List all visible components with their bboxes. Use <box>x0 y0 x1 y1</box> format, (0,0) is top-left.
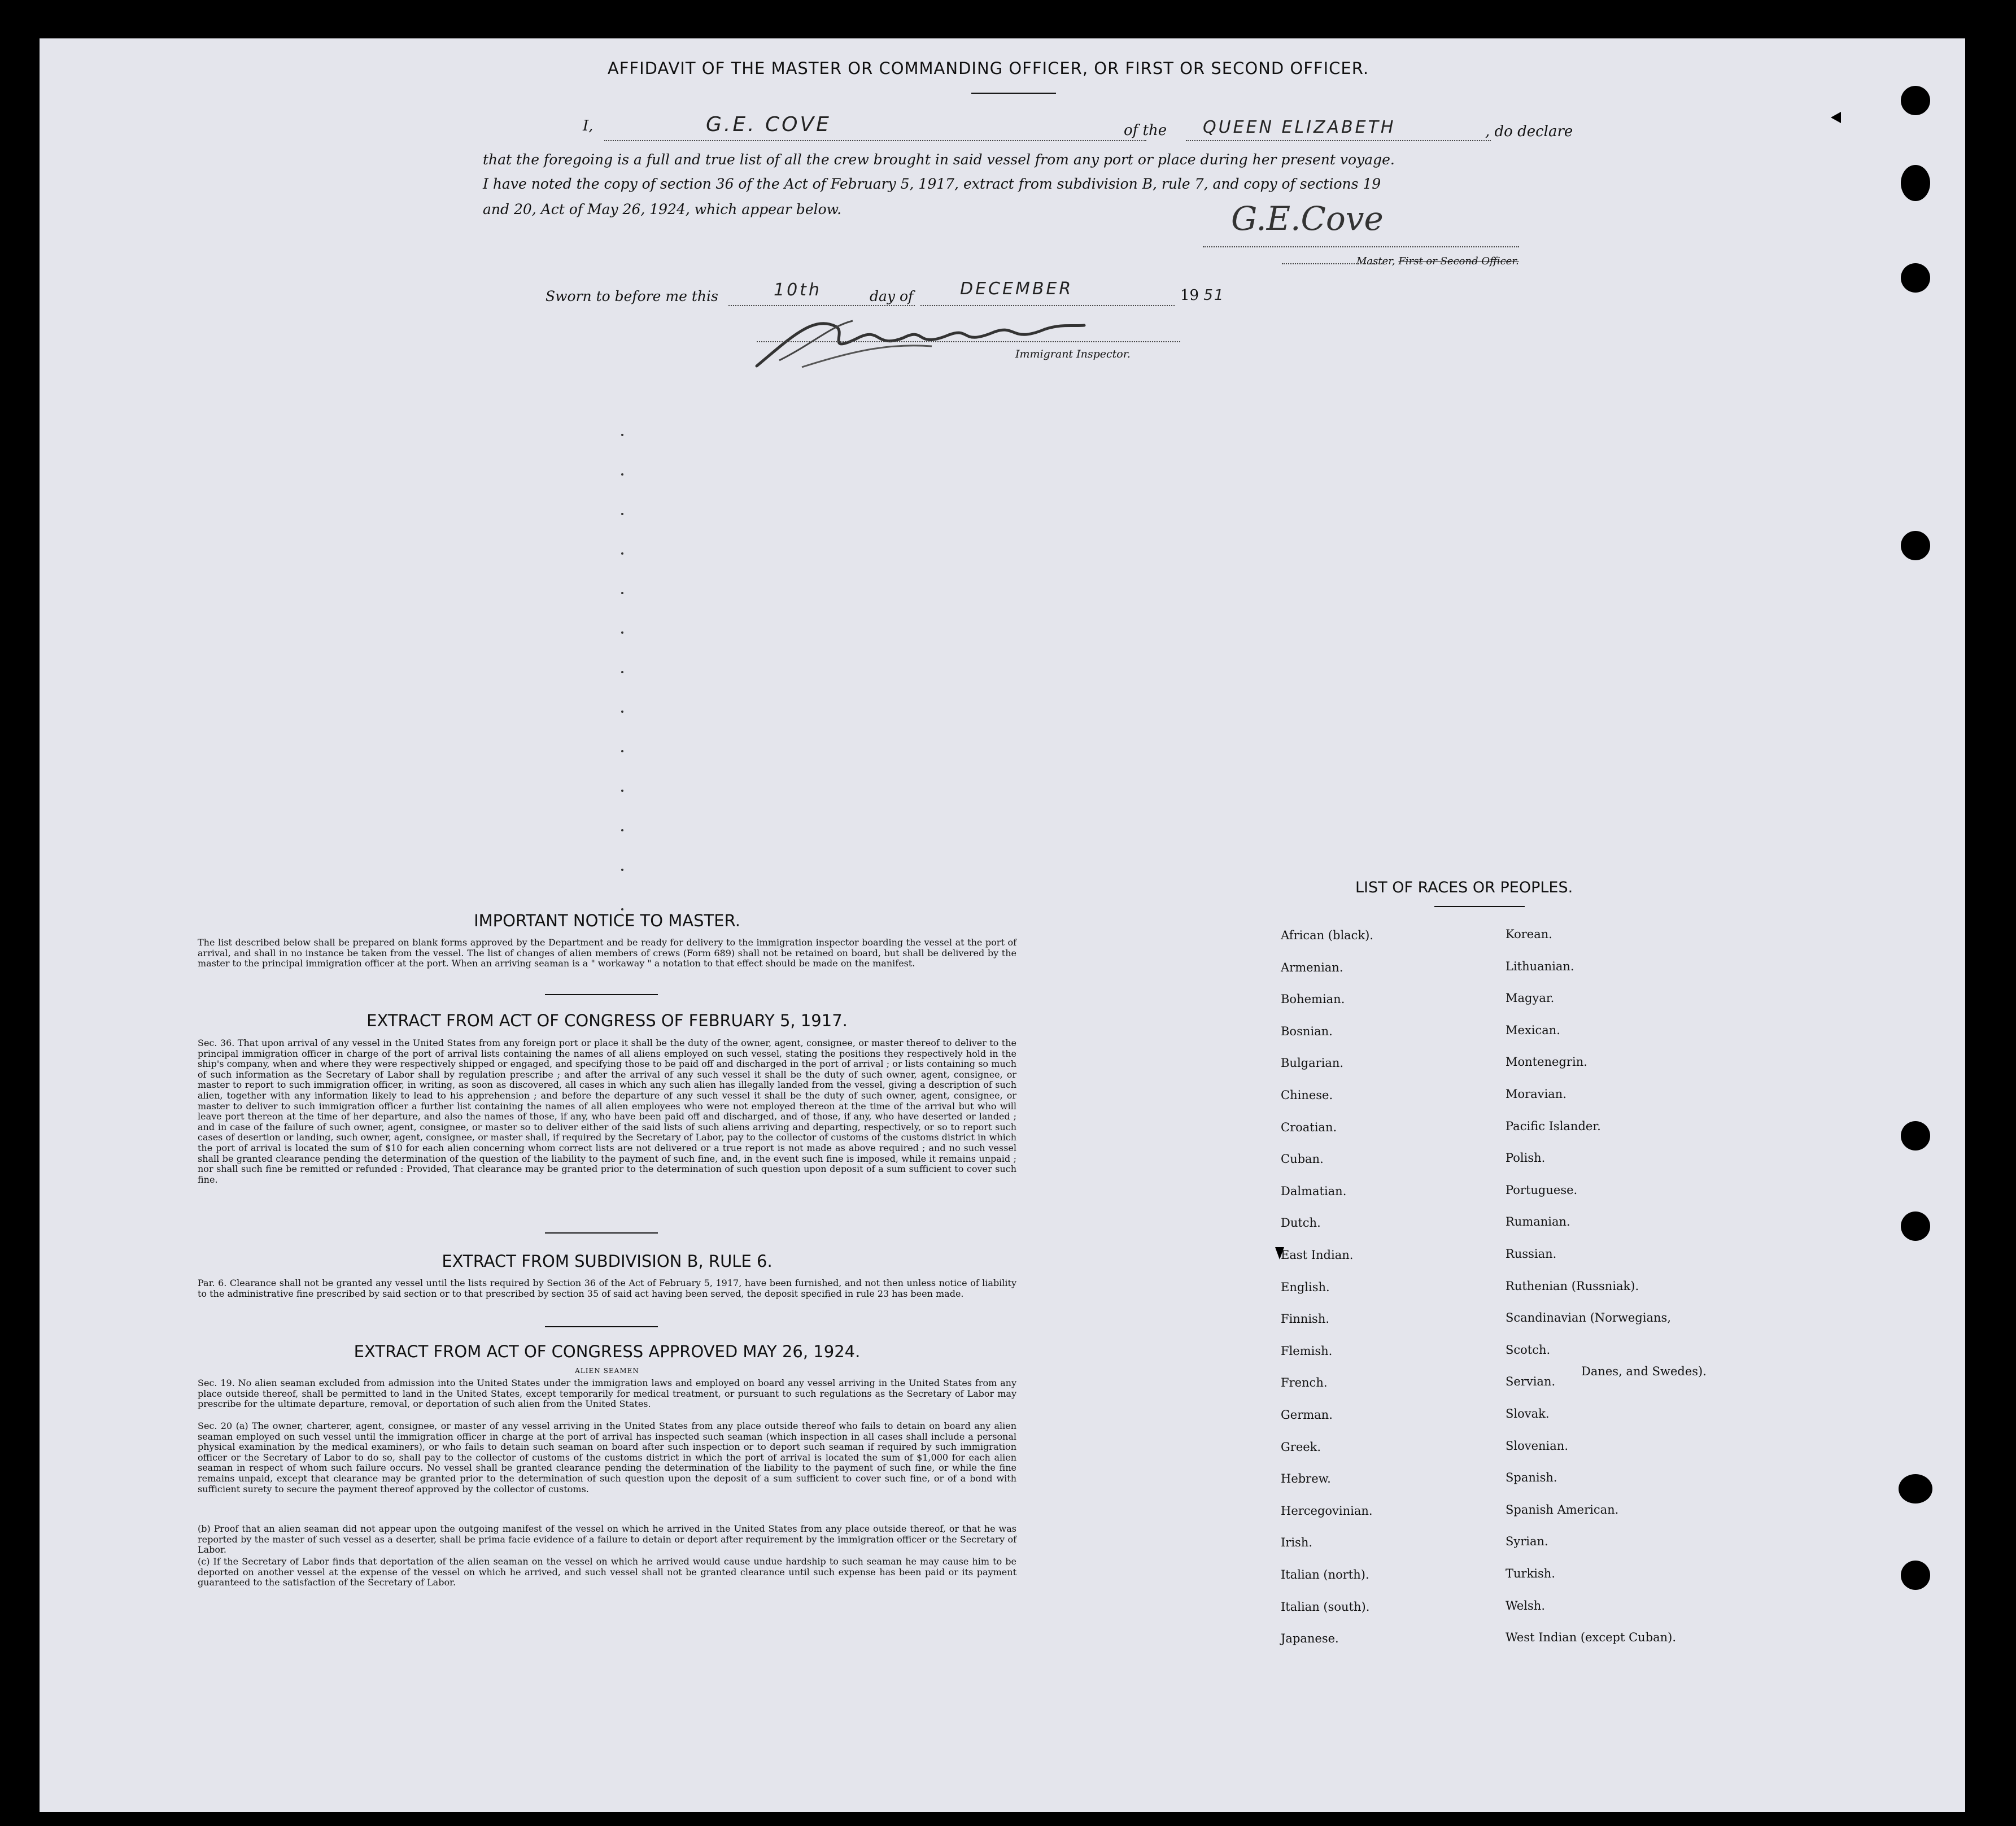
form-page <box>40 38 1965 1812</box>
master-title-prefix: Master, <box>1356 255 1395 267</box>
race-item: English. <box>1281 1280 1330 1294</box>
race-item: Chinese. <box>1281 1088 1333 1102</box>
race-item: Spanish American. <box>1506 1502 1619 1516</box>
race-item: Russian. <box>1506 1247 1557 1261</box>
race-item: Spanish. <box>1506 1471 1557 1485</box>
race-item: Bohemian. <box>1281 992 1345 1006</box>
extract-1924-subtitle: ALIEN SEAMEN <box>575 1367 639 1375</box>
race-item: Slovak. <box>1506 1407 1550 1420</box>
extract-1924-sec20b: (b) Proof that an alien seaman did not appear upon the outgoing manifest of the vessel on which he arrived in the United States from any place outside thereof, or that he was reported by the master of such vessel as a deserter, shall be prima facie evidence of a failure to detain or deport after requirement by the immigration officer or the Secretary of Labor. <box>198 1523 1016 1555</box>
race-item: Bosnian. <box>1281 1024 1333 1038</box>
divider-3 <box>545 1326 658 1327</box>
inspector-line <box>757 341 1180 342</box>
race-item: Croatian. <box>1281 1120 1337 1134</box>
affidavit-title: AFFIDAVIT OF THE MASTER OR COMMANDING OFFICER, OR FIRST OR SECOND OFFICER. <box>607 59 1369 78</box>
race-item: Cuban. <box>1281 1152 1324 1166</box>
race-item: Polish. <box>1506 1151 1546 1165</box>
binder-hole <box>1901 531 1930 560</box>
extract-1924-title: EXTRACT FROM ACT OF CONGRESS APPROVED MAY 26, 1924. <box>354 1342 861 1361</box>
vessel-line <box>1186 140 1491 141</box>
race-item: Turkish. <box>1506 1567 1555 1580</box>
race-item: Welsh. <box>1506 1598 1545 1613</box>
race-item: Rumanian. <box>1506 1215 1570 1229</box>
race-item: German. <box>1281 1408 1333 1422</box>
master-signature: G.E.Cove <box>1231 199 1384 238</box>
race-item: Dutch. <box>1281 1216 1321 1230</box>
rule-6-body: Par. 6. Clearance shall not be granted any vessel until the lists required by Section 36 of the Act of February 5, 1917, have been furnished, and not then unless notice of liability to the administrative fine prescribed by said section or to that prescribed by section 35 of said act having been served, the deposit specified in rule 23 has been made. <box>198 1278 1016 1299</box>
race-item: Armenian. <box>1281 960 1343 974</box>
race-item: Mexican. <box>1506 1023 1560 1037</box>
rule-6-title: EXTRACT FROM SUBDIVISION B, RULE 6. <box>442 1252 773 1271</box>
extract-1924-sec19: Sec. 19. No alien seaman excluded from admission into the United States under the immigration laws and employed on board any vessel arriving in the United States from any place outside thereof, shall be permitted to land in the United States, except temporarily for medical treatment, or pursuant to such regulations as the Secretary of Labor may prescribe for the ultimate departure, removal, or deportation of such alien from the United States. <box>198 1378 1016 1410</box>
race-item: Pacific Islander. <box>1506 1119 1601 1133</box>
race-item: Magyar. <box>1506 991 1555 1005</box>
race-item: Korean. <box>1506 927 1552 941</box>
race-item: Dalmatian. <box>1281 1184 1347 1198</box>
race-item: Italian (south). <box>1281 1600 1370 1614</box>
race-item: Ruthenian (Russniak). <box>1506 1279 1639 1293</box>
race-item: Japanese. <box>1281 1632 1339 1646</box>
of-the-label: of the <box>1124 122 1167 139</box>
race-item: Scandinavian (Norwegians, <box>1506 1311 1672 1325</box>
race-item: Moravian. <box>1506 1087 1567 1101</box>
do-declare-label: , do declare <box>1485 123 1573 140</box>
master-name-handwritten: G.E. COVE <box>706 113 831 136</box>
inspector-signature-scrawl <box>745 304 1141 372</box>
signature-line <box>1203 246 1519 247</box>
declaration-line-4: and 20, Act of May 26, 1924, which appear below. <box>483 201 842 217</box>
race-item: African (black). <box>1281 929 1374 942</box>
struck-officer-title: First or Second Officer. <box>1398 255 1519 267</box>
race-item: Italian (north). <box>1281 1568 1369 1581</box>
race-item: Greek. <box>1281 1440 1321 1454</box>
sworn-month-handwritten: DECEMBER <box>960 279 1074 299</box>
race-item: East Indian. <box>1281 1248 1354 1262</box>
declaration-line-2: that the foregoing is a full and true list of all the crew brought in said vessel from any port or place during her present voyage. <box>483 151 1395 168</box>
race-item: Syrian. <box>1506 1535 1548 1549</box>
binder-hole <box>1899 1474 1932 1503</box>
race-item: Finnish. <box>1281 1312 1330 1326</box>
corner-arrow-mark <box>1831 112 1841 123</box>
race-item: Slovenian. <box>1506 1439 1568 1453</box>
race-item: Bulgarian. <box>1281 1056 1344 1070</box>
master-title <box>1356 255 1519 267</box>
year-handwritten: 51 <box>1203 287 1225 304</box>
binder-hole <box>1901 86 1930 115</box>
binder-hole <box>1901 1121 1930 1150</box>
race-item: Hebrew. <box>1281 1472 1331 1486</box>
races-title: LIST OF RACES OR PEOPLES. <box>1355 879 1573 896</box>
divider-2 <box>545 1232 658 1234</box>
declaration-prefix: I, <box>583 117 594 134</box>
title-underline <box>971 93 1056 94</box>
binder-hole <box>1901 263 1930 293</box>
race-item: Hercegovinian. <box>1281 1503 1373 1518</box>
notice-body: The list described below shall be prepared on blank forms approved by the Department and be ready for delivery to the immigration inspector boarding the vessel at the port of arrival, and shall in no instance be taken from the vessel. The list of changes of alien members of crews (Form 689) shall not be retained on board, but shall be delivered by the master to the principal immigration officer at the port. When an arriving seaman is a " workaway " a notation to that effect should be made on the manifest. <box>198 937 1016 969</box>
race-item: French. <box>1281 1376 1328 1390</box>
binder-hole <box>1901 1561 1930 1590</box>
binder-hole <box>1901 165 1930 201</box>
race-item: Scotch. <box>1506 1343 1551 1357</box>
race-item: Servian. <box>1506 1375 1556 1389</box>
notice-title: IMPORTANT NOTICE TO MASTER. <box>474 911 740 930</box>
declaration-line-3: I have noted the copy of section 36 of the Act of February 5, 1917, extract from subdivision B, rule 7, and copy of sections 19 <box>483 176 1381 192</box>
name-line <box>604 140 1146 141</box>
extract-1924-sec20a: Sec. 20 (a) The owner, charterer, agent, consignee, or master of any vessel arriving in the United States from any place outside thereof who fails to detain on board any alien seaman employed on such vessel until the immigration officer in charge at the port of arrival has inspected such seaman (which inspection in all cases shall include a personal physical examination by the medical examiners), or who fails to detain such seaman on board after such inspection or to deport such seaman if required by such immigration officer or the Secretary of Labor to do so, shall pay to the collector of customs of the customs district in which the port of arrival is located the sum of $1,000 for each alien seaman in respect of whom such failure occurs. No vessel shall be granted clearance pending the determination of the liability to the payment of such fine, or while the fine remains unpaid, except that clearance may be granted prior to the determination of such question upon the deposit of a sum sufficient to cover such fine, or of a bond with sufficient surety to secure the payment thereof approved by the collector of customs. <box>198 1420 1016 1494</box>
inspector-title: Immigrant Inspector. <box>1015 348 1131 360</box>
extract-1917-title: EXTRACT FROM ACT OF CONGRESS OF FEBRUARY 5, 1917. <box>366 1011 848 1030</box>
extract-1924-sec20c: (c) If the Secretary of Labor finds that deportation of the alien seaman on the vessel on which he arrived would cause undue hardship to such seaman he may cause him to be deported on another vessel at the expense of the vessel on which he arrived, and such vessel shall not be granted clearance until such expense has been paid or its payment guaranteed to the satisfaction of the Secretary of Labor. <box>198 1556 1016 1588</box>
race-item: Irish. <box>1281 1536 1313 1550</box>
race-item: Portuguese. <box>1506 1183 1578 1197</box>
day-of-label: day of <box>870 288 914 304</box>
race-item: Lithuanian. <box>1506 959 1574 973</box>
race-item: Montenegrin. <box>1506 1055 1587 1069</box>
race-item: Flemish. <box>1281 1344 1333 1358</box>
sworn-year <box>1180 287 1224 304</box>
race-scandinavian-continued: Danes, and Swedes). <box>1581 1365 1707 1378</box>
vessel-name-handwritten: QUEEN ELIZABETH <box>1203 117 1396 137</box>
races-underline <box>1434 906 1525 907</box>
sworn-prefix: Sworn to before me this <box>546 288 718 304</box>
binder-hole <box>1901 1211 1930 1241</box>
race-item: West Indian (except Cuban). <box>1506 1631 1677 1645</box>
divider-1 <box>545 994 658 995</box>
extract-1917-body: Sec. 36. That upon arrival of any vessel in the United States from any foreign port or place it shall be the duty of the owner, agent, consignee, or master thereof to deliver to the principal immigration officer in charge of the port of arrival lists containing the names of all aliens employed on such vessel, stating the positions they respectively hold in the ship's company, when and where they were respectively shipped or engaged, and specifying those to be paid off and discharged in the port of arrival ; or lists containing so much of such information as the Secretary of Labor shall by regulation prescribe ; and after the arrival of any such vessel it shall be the duty of such owner, agent, consignee, or master to report to such immigration officer, in writing, as soon as discovered, all cases in which any such alien has illegally landed from the vessel, giving a description of such alien, together with any information likely to lead to his apprehension ; and before the departure of any such vessel it shall be the duty of such owner, agent, consignee, or master to deliver to such immigration officer a further list containing the names of all alien employees who were not employed thereon at the time of the arrival but who will leave port thereon at the time of her departure, and also the names of those, if any, who have been paid off and discharged, and of those, if any, who have deserted or landed ; and in case of the failure of such owner, agent, consignee, or master so to deliver either of the said lists of such aliens arriving and departing, respectively, or so to report such cases of desertion or landing, such owner, agent, consignee, or master shall, if required by the Secretary of Labor, pay to the collector of customs of the customs district in which the port of arrival is located the sum of $10 for each alien concerning whom correct lists are not delivered or a true report is not made as above required ; and no such vessel shall be granted clearance pending the determination of the question of the liability to the payment of such fine, and, in the event such fine is imposed, while it remains unpaid ; nor shall such fine be remitted or refunded : Provided, That clearance may be granted prior to the determination of such question upon deposit of a sum sufficient to cover such fine. <box>198 1038 1016 1185</box>
sworn-day-handwritten: 10th <box>774 280 822 300</box>
year-printed: 19 <box>1180 287 1199 304</box>
